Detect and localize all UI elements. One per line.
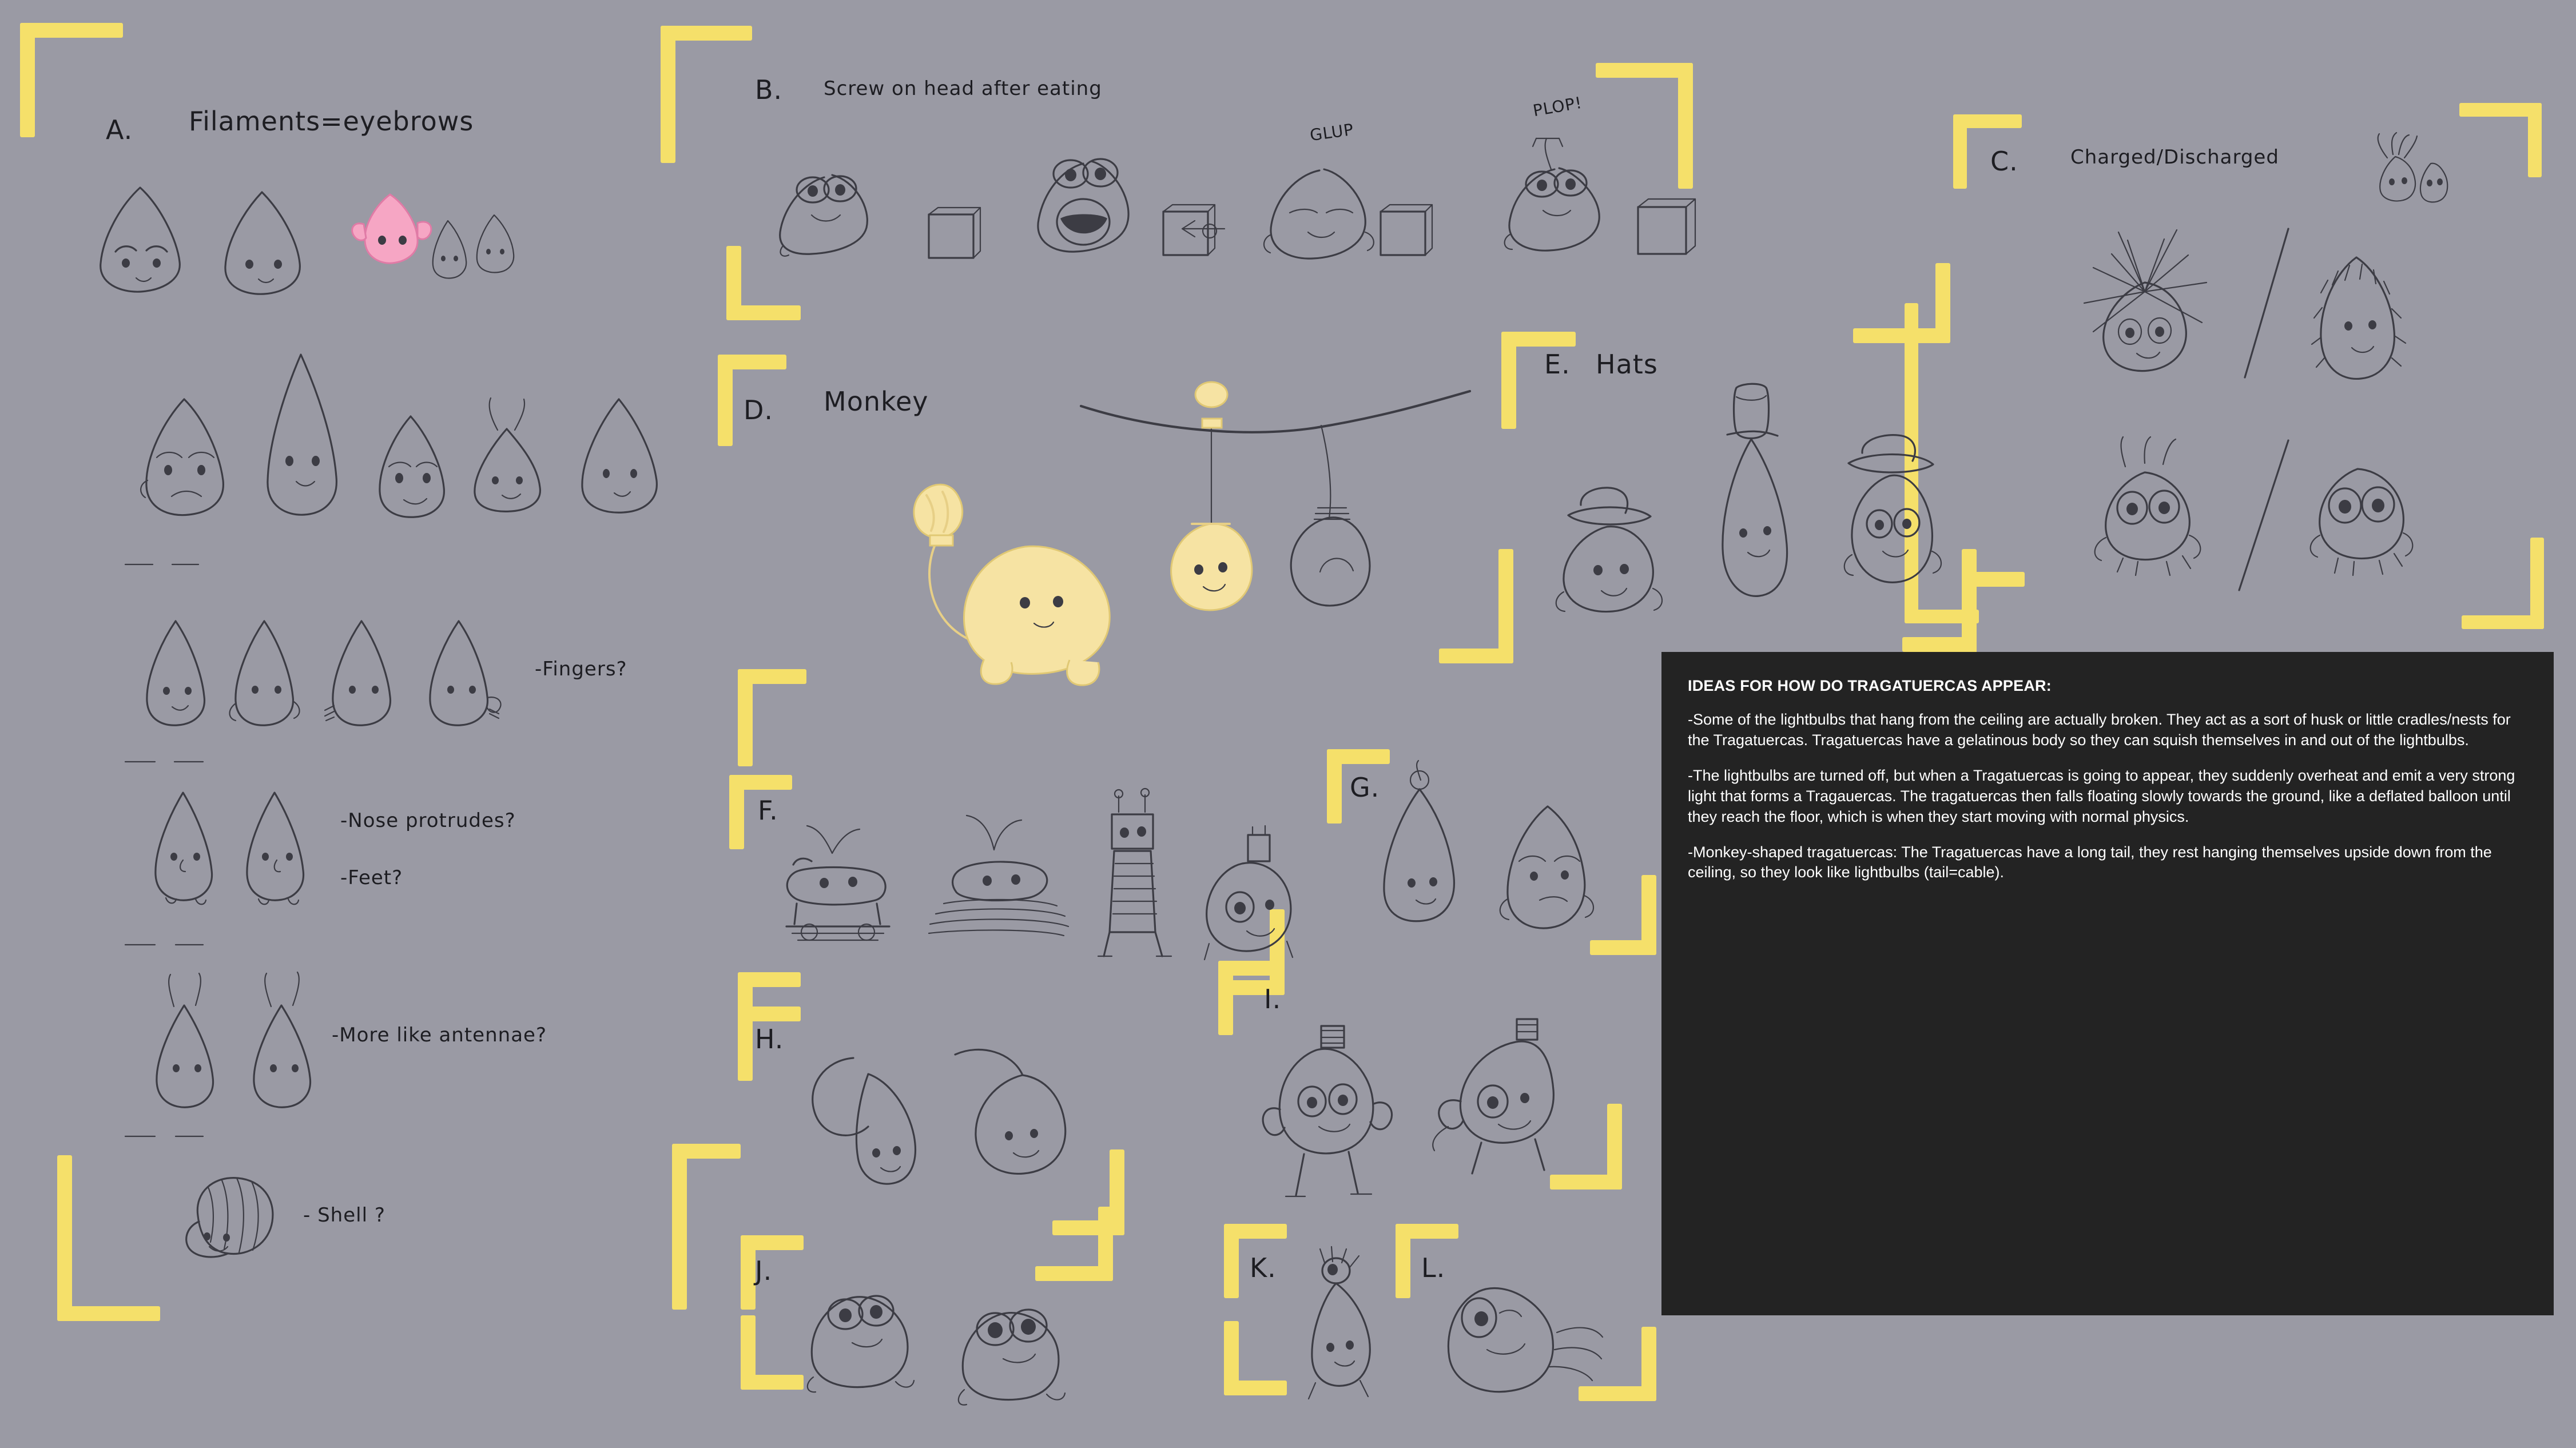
- label-a: A.: [106, 114, 133, 145]
- sketch-j-creature-1: [784, 1275, 938, 1401]
- sketch-a-face-2: [252, 349, 355, 520]
- label-k: K.: [1250, 1252, 1277, 1283]
- sketch-a-antennae-1: [143, 972, 234, 1115]
- sketch-a-antennae-2: [240, 972, 332, 1115]
- sketch-b-nut2: [1155, 200, 1218, 263]
- label-i: I.: [1264, 984, 1282, 1015]
- sketch-h-tail-2: [932, 1035, 1092, 1190]
- label-a-text: Filaments=eyebrows: [189, 106, 474, 137]
- sketch-b-step4: [1487, 132, 1636, 263]
- sketch-c-discharged: [2293, 246, 2425, 395]
- sketch-c-discharged-2: [2288, 452, 2431, 583]
- notes-paragraph-1: -Some of the lightbulbs that hang from the ceiling are actually broken. They act as a sort of husk or little cradles/nests for the Tragatuercas. Tragatuercas have a gelatinous body so they can squish themselves in and out of the lightbulbs.: [1688, 711, 2511, 749]
- sketch-a-blob-2: [212, 189, 315, 297]
- sketch-g-ghost-1: [1361, 761, 1481, 926]
- label-feet: -Feet?: [340, 866, 403, 889]
- label-h: H.: [755, 1024, 784, 1055]
- label-g: G.: [1350, 772, 1380, 803]
- label-f: F.: [758, 795, 778, 826]
- sketch-e-hat-1: [1539, 478, 1681, 626]
- sketch-i-bulbbot-2: [1413, 1012, 1573, 1184]
- label-c-text: Charged/Discharged: [2070, 146, 2279, 169]
- label-e-text: Hats: [1596, 349, 1658, 380]
- sketch-b-nut1: [921, 203, 984, 266]
- sketch-a-fingers-4: [418, 618, 509, 732]
- sketch-a-mini-2: [469, 212, 520, 275]
- sketch-a-fingers-1: [134, 618, 220, 732]
- sketch-k-creature: [1275, 1235, 1396, 1401]
- divider-dashes-2: [123, 755, 243, 769]
- label-shell: - Shell ?: [303, 1204, 385, 1227]
- label-antennae: -More like antennae?: [332, 1024, 547, 1047]
- sketch-d-cable: [1075, 383, 1476, 629]
- label-b-plop: PLOP!: [1531, 93, 1584, 121]
- sketch-f-robot-3: [1081, 789, 1190, 961]
- sketch-b-nut4: [1630, 194, 1699, 263]
- label-fingers: -Fingers?: [535, 658, 627, 681]
- divider-dashes-1: [123, 558, 243, 571]
- label-nose: -Nose protrudes?: [340, 809, 516, 832]
- sketch-b-step3: [1255, 160, 1387, 269]
- sketch-a-shell: [172, 1167, 297, 1270]
- notes-panel: [1661, 652, 2554, 1315]
- label-b-text: Screw on head after eating: [824, 77, 1102, 100]
- sketch-a-fingers-3: [320, 618, 406, 732]
- sketch-f-robot-4: [1184, 829, 1321, 966]
- sketch-a-blob-1: [86, 183, 194, 297]
- sketch-g-ghost-2: [1481, 801, 1613, 938]
- label-d: D.: [744, 395, 774, 425]
- sketch-e-hat-3: [1819, 423, 1950, 612]
- sketch-b-step1: [769, 160, 901, 263]
- sketch-a-fingers-2: [223, 618, 309, 732]
- label-j: J.: [755, 1255, 773, 1286]
- sketch-a-face-4: [458, 395, 560, 515]
- divider-dashes-4: [123, 1129, 243, 1143]
- label-e: E.: [1544, 349, 1571, 380]
- sketch-c-slash-1: [2233, 223, 2302, 389]
- sketch-a-face-5: [566, 395, 675, 515]
- sketch-a-nose-1: [143, 789, 229, 909]
- sketch-a-mini-1: [426, 217, 472, 280]
- notes-title: IDEAS FOR HOW DO TRAGATUERCAS APPEAR:: [1688, 677, 2052, 694]
- label-l: L.: [1421, 1252, 1446, 1283]
- label-d-text: Monkey: [824, 386, 929, 417]
- sketch-f-robot-2: [909, 812, 1075, 955]
- sketch-i-bulbbot-1: [1253, 1018, 1413, 1207]
- sketch-c-charged-2: [2070, 435, 2236, 578]
- sketch-a-face-3: [366, 412, 458, 520]
- sketch-h-tail-1: [789, 1041, 932, 1195]
- sketch-c-charged: [2059, 223, 2231, 389]
- sketch-e-hat-2: [1693, 377, 1807, 618]
- sketch-a-nose-2: [234, 789, 320, 909]
- sketch-b-nut3: [1373, 200, 1436, 263]
- notes-paragraph-3: -Monkey-shaped tragatuercas: The Tragatuercas have a long tail, they rest hanging themselves upside down from the ceiling, so they look like lightbulbs (tail=cable).: [1688, 843, 2492, 881]
- sketch-a-face-1: [132, 395, 237, 520]
- sketch-b-step2: [1024, 149, 1161, 263]
- sketch-c-mini-pair: [2362, 132, 2465, 206]
- sketch-j-creature-2: [932, 1287, 1087, 1407]
- label-b-glup: GLUP: [1309, 120, 1355, 145]
- notes-paragraph-2: -The lightbulbs are turned off, but when a Tragatuercas is going to appear, they suddenly overheat and emit a very strong light that forms a Tragauercas. The tragatuercas then falls floating slowly towards the ground, like a deflated balloon until they reach the floor, which is when they start moving with normal physics.: [1688, 766, 2515, 825]
- sketch-a-blob-pink: [349, 189, 435, 269]
- sketch-l-creature: [1424, 1264, 1607, 1407]
- label-b: B.: [755, 74, 783, 105]
- label-c: C.: [1990, 146, 2018, 177]
- divider-dashes-3: [123, 938, 243, 952]
